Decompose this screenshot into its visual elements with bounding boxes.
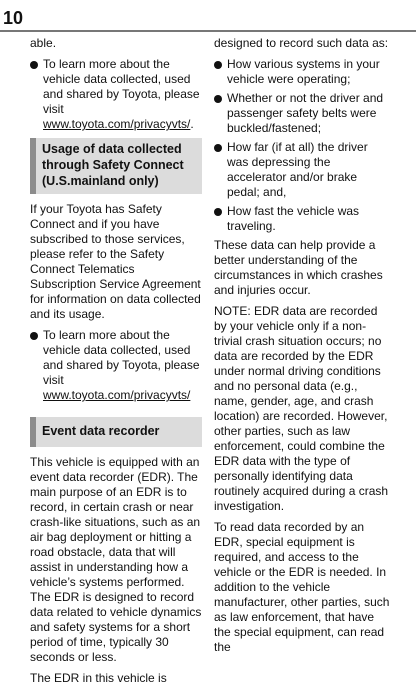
bullet-icon [214, 208, 222, 216]
list-item [214, 204, 392, 234]
bullet-text: How various systems in your vehicle were operating; [227, 57, 380, 86]
edr-note-paragraph: NOTE: EDR data are recorded by your vehicle only if a non-trivial crash situation occurs; no data are recorded by the EDR under normal driving conditions and no personal data (e.g., name, gender, age, and crash location) are recorded. However, other parties, such as law enforcement, could combine the EDR data with the type of personally identifying data routinely acquired during a crash investigation. [214, 304, 389, 513]
list-item [214, 91, 392, 136]
section-heading-safety-connect: Usage of data collected through Safety Connect (U.S.mainland only) [30, 138, 202, 194]
left-column [30, 36, 202, 692]
bullet-icon [214, 61, 222, 69]
list-item [30, 328, 202, 403]
edr-paragraph-continued: The EDR in this vehicle is [30, 671, 167, 685]
section-heading-event-data-recorder: Event data recorder [30, 417, 202, 447]
continued-paragraph: designed to record such data as: [214, 36, 389, 50]
bullet-text: How far (if at all) the driver was depressing the accelerator and/or brake pedal; and, [227, 140, 368, 199]
right-column [214, 36, 392, 661]
list-item [30, 57, 202, 132]
bullet-icon [214, 95, 222, 103]
bullet-icon [30, 332, 38, 340]
bullet-text: Whether or not the driver and passenger safety belts were buckled/fastened; [227, 91, 384, 135]
edr-purpose-paragraph: These data can help provide a better understanding of the circumstances in which crashes and injuries occur. [214, 238, 383, 297]
bullet-text: To learn more about the vehicle data collected, used and shared by Toyota, please visit [43, 57, 200, 116]
continued-text: able. [30, 36, 57, 50]
edr-paragraph: This vehicle is equipped with an event data recorder (EDR). The main purpose of an EDR is to record, in certain crash or near crash-like situations, such as an air bag deployment or hitting a road obstacle, data that will assist in understanding how a vehicle’s systems performed. The EDR is designed to record data related to vehicle dynamics and safety systems for a short period of time, typically 30 seconds or less. [30, 455, 202, 664]
bullet-icon [30, 61, 38, 69]
bullet-text: To learn more about the vehicle data collected, used and shared by Toyota, please visit [43, 328, 200, 387]
bullet-period: . [190, 117, 194, 131]
list-item [214, 57, 392, 87]
header-divider [0, 30, 416, 32]
bullet-text: How fast the vehicle was traveling. [227, 204, 360, 233]
privacy-link[interactable]: www.toyota.com/privacyvts/ [43, 117, 191, 131]
privacy-link[interactable]: www.toyota.com/privacyvts/ [43, 388, 191, 402]
edr-access-paragraph: To read data recorded by an EDR, special equipment is required, and access to the vehicle or the EDR is needed. In addition to the vehicle manufacturer, other parties, such as law enforcement, that have the special equipment, can read the [214, 520, 390, 654]
bullet-icon [214, 144, 222, 152]
safety-connect-paragraph: If your Toyota has Safety Connect and if you have subscribed to those services, please refer to the Safety Connect Telematics Subscription Service Agreement for information on data collected and its usage. [30, 202, 201, 321]
list-item [214, 140, 392, 200]
page-number: 10 [3, 8, 24, 28]
